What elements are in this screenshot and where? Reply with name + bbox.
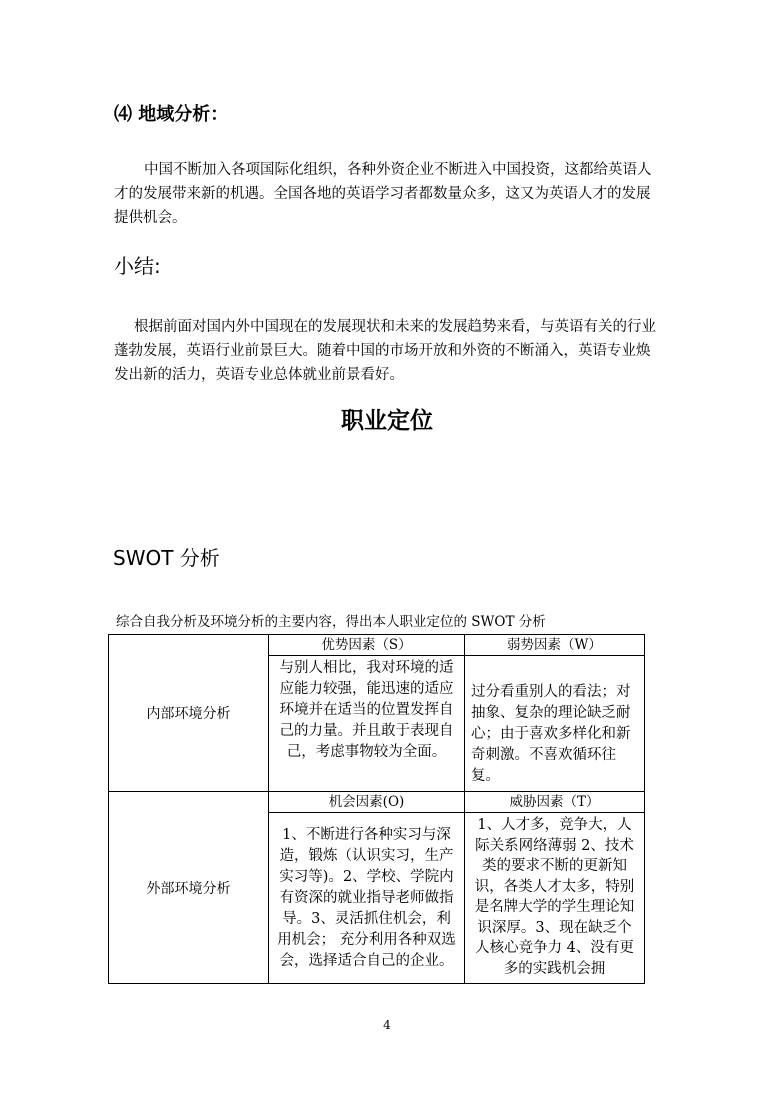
weaknesses-cell [465, 656, 645, 792]
opportunities-header: 机会因素(O) [269, 792, 465, 813]
section-heading-regional-analysis: ⑷ 地域分析： [114, 104, 229, 125]
opportunities-text: 1、不断进行各种实习与深造，锻炼（认识实习，生产实习等)。2、学校、学院内有资深的就业指导老师做指导。3、灵活抓住机会，利用机会； 充分利用各种双选会，选择适合自己的企业。 [277, 827, 456, 969]
table-row [109, 635, 645, 656]
summary-heading: 小结: [114, 254, 161, 278]
strengths-header: 优势因素（S） [269, 635, 465, 656]
swot-intro: 综合自我分析及环境分析的主要内容，得出本人职业定位的 SWOT 分析 [116, 614, 546, 630]
strengths-cell [269, 656, 465, 792]
swot-table [108, 634, 645, 984]
page-number: 4 [383, 1018, 391, 1032]
swot-heading: SWOT 分析 [113, 546, 220, 570]
career-positioning-title: 职业定位 [341, 408, 433, 434]
opportunities-cell [269, 813, 465, 984]
internal-env-label: 内部环境分析 [109, 635, 269, 792]
threats-text: 1、人才多，竞争大，人际关系网络薄弱 2、技术类的要求不断的更新知识，各类人才太多，特别是名牌大学的学生理论知识深厚。3、现在缺乏个人核心竞争力 4、没有更多的实践机会拥 [474, 817, 635, 977]
strengths-text: 与别人相比，我对环境的适应能力较强，能迅速的适应环境并在适当的位置发挥自己的力量。并且敢于表现自己，考虑事物较为全面。 [279, 660, 454, 760]
summary-paragraph: 根据前面对国内外中国现在的发展现状和未来的发展趋势来看，与英语有关的行业蓬勃发展，英语行业前景巨大。随着中国的市场开放和外资的不断涌入，英语专业焕发出新的活力，英语专业总体就业前景看好。 [114, 319, 656, 383]
regional-analysis-paragraph: 中国不断加入各项国际化组织，各种外资企业不断进入中国投资，这都给英语人才的发展带来新的机遇。全国各地的英语学习者都数量众多，这又为英语人才的发展提供机会。 [114, 162, 652, 226]
threats-header: 威胁因素（T） [465, 792, 645, 813]
external-env-label: 外部环境分析 [109, 792, 269, 984]
weaknesses-text: 过分看重别人的看法；对抽象、复杂的理论缺乏耐心；由于喜欢多样化和新奇刺激。不喜欢循环往复。 [471, 684, 631, 784]
table-row [109, 792, 645, 813]
threats-cell [465, 813, 645, 984]
weaknesses-header: 弱势因素（W） [465, 635, 645, 656]
